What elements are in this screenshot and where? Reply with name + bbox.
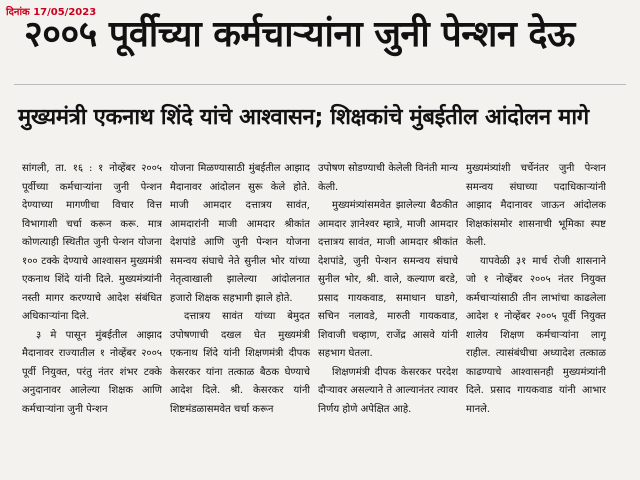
subheadline: मुख्यमंत्री एकनाथ शिंदे यांचे आश्वासन; शिक्षकांचे मुंबईतील आंदोलन मागे [18,105,589,130]
paragraph: ३ मे पासून मुंबईतील आझाद मैदानावर राज्यातील १ नोव्हेंबर २००५ पूर्वी नियुक्त, परंतु नंतर शंभर टक्के अनुदानावर आलेल्या शिक्षक आणि कर्मचाऱ्यांना जुनी पेन्शन [22,329,162,415]
divider [14,84,626,85]
article-column-1 [22,160,162,476]
paragraph: दत्तात्रय सावंत यांच्या बेमुदत उपोषणाची दखल घेत मुख्यमंत्री एकनाथ शिंदे यांनी शिक्षणमंत्री दीपक केसरकर यांना तत्काळ बैठक घेण्याचे आदेश दिले. श्री. केसरकर यांनी शिष्टमंडळासमवेत चर्चा करून [170,311,310,415]
article-column-3 [318,160,458,476]
paragraph: योजना मिळण्यासाठी मुंबईतील आझाद मैदानावर आंदोलन सुरू केले होते. माजी आमदार दत्तात्रय सावंत, आमदारांनी माजी आमदार श्रीकांत देशपांडे आणि जुनी पेन्शन योजना समन्वय संघाचे नेते सुनील भोर यांच्या नेतृत्वाखाली झालेल्या आंदोलनात हजारो शिक्षक सहभागी झाले होते. [170,163,310,304]
paragraph: मुख्यमंत्र्यांशी चर्चेनंतर जुनी पेन्शन समन्वय संघाच्या पदाधिकाऱ्यांनी आझाद मैदानावर जाऊन आंदोलक शिक्षकांसमोर शासनाची भूमिका स्पष्ट केली. [466,163,606,248]
date-label: दिनांक 17/05/2023 [6,7,97,18]
article-column-4 [466,160,606,476]
headline: २००५ पूर्वीच्या कर्मचाऱ्यांना जुनी पेन्शन देऊ [24,14,575,55]
article-column-2 [170,160,310,476]
paragraph: शिक्षणमंत्री दीपक केसरकर परदेश दौऱ्यावर असल्याने ते आल्यानंतर त्यावर निर्णय होणे अपेक्षित आहे. [318,366,458,415]
paragraph: सांगली, ता. १६ : १ नोव्हेंबर २००५ पूर्वीच्या कर्मचाऱ्यांना जुनी पेन्शन देण्याच्या मागणीचा विचार वित्त विभागाशी चर्चा करून करू. मात्र कोणत्याही स्थितीत जुनी पेन्शन योजना १०० टक्के देण्याचे आश्वासन मुख्यमंत्री एकनाथ शिंदे यांनी दिले. मुख्यमंत्र्यांनी नस्ती मागर करण्याचे आदेश संबंधित अधिकाऱ्यांना दिले. [22,163,162,322]
paragraph: यापवेळी ३१ मार्च रोजी शासनाने जो १ नोव्हेंबर २००५ नंतर नियुक्त कर्मचाऱ्यांसाठी तीन लाभांचा काढलेला आदेश १ नोव्हेंबर २००५ पूर्वी नियुक्त शालेय शिक्षण कर्मचाऱ्यांना लागू राहील. त्यासंबंधीचा अध्यादेश तत्काळ काढण्याचे आश्वासनही मुख्यमंत्र्यांनी दिले. प्रसाद गायकवाड यांनी आभार मानले. [466,255,606,415]
paragraph: मुख्यमंत्र्यांसमवेत झालेल्या बैठकीत आमदार ज्ञानेश्वर म्हात्रे, माजी आमदार दत्तात्रय सावंत, माजी आमदार श्रीकांत देशपांडे, जुनी पेन्शन समन्वय संघाचे सुनील भोर, श्री. वाले, कल्याण बरडे, प्रसाद गायकवाड, समाधान घाडगे, सचिन नलावडे, मारुती गायकवाड, शिवाजी चव्हाण, राजेंद्र आसवे यांनी सहभाग घेतला. [318,200,458,359]
paragraph: उपोषण सोडण्याची केलेली विनंती मान्य केली. [318,163,458,193]
article-body [22,160,606,476]
